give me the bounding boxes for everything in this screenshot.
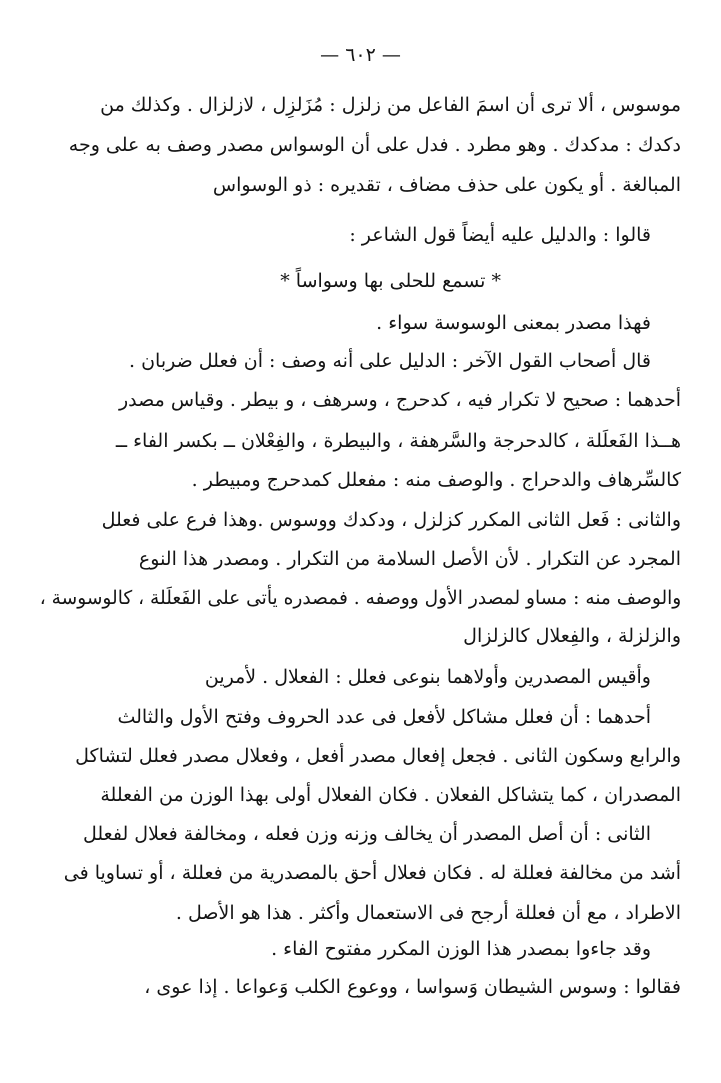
text-line: هــذا الفَعلَلة ، كالدحرجة والسَّرهفة ، والبيطرة ، والفِعْلان ــ بكسر الفاء ــ — [115, 430, 681, 452]
text-line: أشد من مخالفة فعللة له . فكان فعلال أحق بالمصدرية من فعللة ، أو تساويا فى — [63, 862, 681, 884]
text-line: دكدك : مدكدك . وهو مطرد . فدل على أن الوسواس مصدر وصف به على وجه — [68, 134, 681, 156]
text-line: كالسِّرهاف والدحراج . والوصف منه : مفعلل كمدحرج ومبيطر . — [191, 469, 681, 491]
text-line: فهذا مصدر بمعنى الوسوسة سواء . — [376, 312, 651, 334]
text-line: والثانى : فَعل الثانى المكرر كزلزل ، ودكدك ووسوس .وهذا فرع على فعلل — [101, 509, 681, 531]
text-line: والوصف منه : مساو لمصدر الأول ووصفه . فمصدره يأتى على الفَعلَلة ، كالوسوسة ، — [39, 587, 681, 609]
text-line: فقالوا : وسوس الشيطان وَسواسا ، ووعوع الكلب وَعواعا . إذا عوى ، — [144, 976, 681, 998]
text-line: قالوا : والدليل عليه أيضاً قول الشاعر : — [349, 224, 651, 246]
text-line: الاطراد ، مع أن فعللة أرجح فى الاستعمال وأكثر . هذا هو الأصل . — [175, 902, 681, 924]
text-line: أحدهما : صحيح لا تكرار فيه ، كدحرج ، وسرهف ، و بيطر . وقياس مصدر — [119, 389, 681, 411]
text-line: أحدهما : أن فعلل مشاكل لأفعل فى عدد الحروف وفتح الأول والثالث — [117, 706, 651, 728]
page-number: — ٦٠٢ — — [320, 44, 401, 66]
text-line: وقد جاءوا بمصدر هذا الوزن المكرر مفتوح الفاء . — [271, 938, 651, 960]
text-line: والزلزلة ، والفِعلال كالزلزال — [463, 625, 681, 647]
text-line: قال أصحاب القول الآخر : الدليل على أنه وصف : أن فعلل ضربان . — [129, 350, 651, 372]
text-line: المبالغة . أو يكون على حذف مضاف ، تقديره : ذو الوسواس — [212, 174, 681, 196]
text-line: وأقيس المصدرين وأولاهما بنوعى فعلل : الفعلال . لأمرين — [204, 666, 651, 688]
text-line: المصدران ، كما يتشاكل الفعلان . فكان الفعلال أولى بهذا الوزن من الفعللة — [100, 784, 681, 806]
text-line: المجرد عن التكرار . لأن الأصل السلامة من التكرار . ومصدر هذا النوع — [138, 548, 681, 570]
text-line: موسوس ، ألا ترى أن اسمَ الفاعل من زلزل : مُزَلزِل ، لازلزال . وكذلك من — [100, 94, 681, 116]
text-line: الثانى : أن أصل المصدر أن يخالف وزنه وزن فعله ، ومخالفة فعلال لفعلل — [83, 823, 651, 845]
verse-line: * تسمع للحلى بها وسواساً * — [280, 270, 501, 292]
text-line: والرابع وسكون الثانى . فجعل إفعال مصدر أفعل ، وفعلال مصدر فعلل لتشاكل — [75, 745, 681, 767]
